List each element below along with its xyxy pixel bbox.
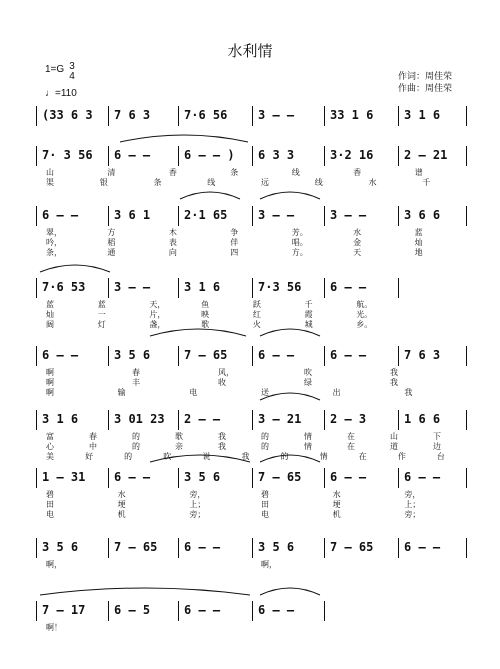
lyric-syllable: 的 [132, 442, 140, 451]
note-group: 7 – 65 [330, 540, 374, 554]
lyric-syllable: 我 [218, 432, 226, 441]
note-group: 3 6 1 [114, 208, 151, 222]
lyric-syllable: 田 [46, 500, 54, 509]
lyric-syllable: 我 [404, 388, 413, 397]
lyric-syllable: 表 [168, 238, 177, 247]
lyric-syllable: 啊 [46, 388, 54, 397]
lyric-syllable: 绿 [304, 378, 312, 387]
lyric-syllable: 啊， [261, 560, 277, 569]
lyric-syllable: 道 [390, 442, 398, 451]
lyric-syllable: 我 [390, 378, 398, 387]
lyric-syllable: 的 [280, 452, 289, 461]
lyric-syllable: 天， [149, 300, 166, 309]
lyric-syllable: 翠， [46, 228, 62, 237]
lyric-syllable: 吹 [163, 452, 172, 461]
note-group: 6 – 5 [114, 603, 151, 617]
lyric-syllable: 的 [132, 432, 140, 441]
lyric-syllable: 盏， [149, 320, 166, 329]
composer: 作曲：周佳荣 [398, 83, 453, 93]
lyric-syllable: 线 [207, 178, 216, 187]
lyric-syllable: 的 [261, 442, 269, 451]
time-bottom: 4 [69, 71, 75, 82]
note-group: 2 – 21 [404, 148, 448, 162]
lyric-syllable: 在 [347, 432, 355, 441]
lyric-syllable: 方。 [291, 248, 308, 257]
note-group: 3 1 6 [404, 108, 441, 122]
lyric-syllable: 地 [414, 248, 423, 257]
lyric-syllable: 谱 [414, 168, 423, 177]
lyric-syllable: 好 [85, 452, 94, 461]
lyric-syllable: 作 [397, 452, 406, 461]
slur [260, 329, 320, 336]
note-group: 6 – – [330, 348, 367, 362]
lyric-syllable: 电 [46, 510, 54, 519]
lyric-syllable: 千 [422, 178, 431, 187]
lyric-syllable: 山 [390, 432, 398, 441]
slur [260, 393, 320, 400]
note-group: 7 6 3 [404, 348, 441, 362]
lyric-syllable: 水 [368, 178, 377, 187]
tempo-value: =110 [55, 88, 77, 99]
quarter-note-icon: ♩ [45, 88, 55, 99]
lyric-syllable: 映 [201, 310, 210, 319]
lyric-syllable: 线 [291, 168, 300, 177]
lyric-syllable: 蓝 [97, 300, 106, 309]
key-label: 1=G [45, 64, 65, 75]
note-group: 7·6 56 [184, 108, 228, 122]
lyric-syllable: 片， [149, 310, 166, 319]
lyric-syllable: 碧 [46, 490, 54, 499]
note-group: 7 – 65 [114, 540, 158, 554]
lyric-syllable: 航。 [356, 300, 373, 309]
note-group: 3 – – [330, 208, 367, 222]
lyric-syllable: 情 [319, 452, 328, 461]
lyric-syllable: 心 [46, 442, 54, 451]
lyric-syllable: 吟， [46, 238, 62, 247]
lyric-syllable: 我 [241, 452, 250, 461]
note-group: 1 – 31 [42, 470, 86, 484]
lyric-syllable: 春 [89, 432, 97, 441]
lyric-syllable: 的 [124, 452, 133, 461]
lyric-syllable: 伴 [230, 238, 239, 247]
lyric-syllable: 乡。 [356, 320, 373, 329]
note-group: 7 – 65 [258, 470, 302, 484]
slur [150, 455, 250, 462]
lyric-syllable: 灿 [414, 238, 423, 247]
note-group: 6 – – [42, 348, 79, 362]
lyric-syllable: 水 [353, 228, 362, 237]
note-group: 6 – – [330, 280, 367, 294]
note-group: 3 6 6 [404, 208, 441, 222]
lyric-syllable: 蓝 [46, 300, 54, 309]
lyric-syllable: 在 [347, 442, 355, 451]
note-group: 3 – – [258, 208, 295, 222]
lyric-syllable: 亲 [175, 442, 183, 451]
note-group: 3 5 6 [114, 348, 151, 362]
lyric-syllable: 美 [46, 452, 54, 461]
note-group: 3 – 21 [258, 412, 302, 426]
lyric-syllable: 四 [230, 248, 239, 257]
lyric-syllable: 霞 [304, 310, 313, 319]
lyric-syllable: 旁， [404, 490, 421, 499]
slur [40, 265, 110, 272]
lyric-syllable: 的 [261, 432, 269, 441]
lyric-syllable: 条 [153, 178, 162, 187]
lyric-syllable: 台 [436, 452, 445, 461]
lyric-syllable: 埂 [332, 500, 341, 509]
note-group: 7 – 17 [42, 603, 86, 617]
lyric-syllable: 灿 [46, 310, 54, 319]
lyric-syllable: 机 [117, 510, 126, 519]
lyric-syllable: 旁； [189, 510, 206, 519]
note-group: 2 – 3 [330, 412, 367, 426]
lyric-syllable: 向 [168, 248, 177, 257]
note-group: 2 – – [184, 412, 221, 426]
note-group: 6 – – [114, 148, 151, 162]
note-group: 2·1 65 [184, 208, 228, 222]
time-top: 3 [69, 61, 75, 72]
slur [150, 329, 246, 336]
lyric-syllable: 水 [332, 490, 341, 499]
lyric-syllable: 吹 [304, 368, 312, 377]
lyric-syllable: 收 [218, 378, 226, 387]
lyric-syllable: 啊！ [46, 623, 62, 632]
lyric-syllable: 啊， [46, 560, 62, 569]
lyric-syllable: 稻 [107, 238, 116, 247]
note-group: 33 1 6 [330, 108, 374, 122]
lyric-syllable: 鱼 [201, 300, 210, 309]
lyric-syllable: 旁； [404, 510, 421, 519]
lyric-syllable: 蓝 [414, 228, 423, 237]
lyric-syllable: 一 [97, 310, 106, 319]
lyric-syllable: 光。 [356, 310, 373, 319]
lyric-syllable: 输 [117, 388, 126, 397]
lyric-syllable: 我 [390, 368, 398, 377]
lyric-syllable: 金 [353, 238, 362, 247]
lyric-syllable: 银 [99, 178, 108, 187]
lyric-syllable: 条 [230, 168, 239, 177]
note-group: 6 – – [404, 540, 441, 554]
lyric-syllable: 丰 [132, 378, 140, 387]
lyric-syllable: 唱。 [291, 238, 308, 247]
lyric-syllable: 埂 [117, 500, 126, 509]
lyric-syllable: 啊 [46, 368, 54, 377]
note-group: 6 – – [184, 603, 221, 617]
page-title: 水利情 [227, 43, 273, 60]
lyric-syllable: 富 [46, 432, 54, 441]
lyric-syllable: 香 [353, 168, 362, 177]
slur [180, 192, 240, 199]
lyric-syllable: 条， [46, 248, 62, 257]
lyric-syllable: 送 [261, 388, 269, 397]
lyric-syllable: 田 [261, 500, 269, 509]
lyric-syllable: 水 [117, 490, 126, 499]
lyric-syllable: 火 [252, 320, 261, 329]
lyric-syllable: 出 [332, 388, 341, 397]
note-group: 3 5 6 [42, 540, 79, 554]
note-group: 3 1 6 [184, 280, 221, 294]
lyric-syllable: 啊 [46, 378, 54, 387]
lyric-syllable: 跃 [252, 300, 261, 309]
note-group: 3 – – [258, 108, 295, 122]
lyric-syllable: 远 [261, 178, 269, 187]
lyric-syllable: 情 [304, 432, 312, 441]
note-group: 3 1 6 [42, 412, 79, 426]
note-group: (33 6 3 [42, 108, 93, 122]
lyric-syllable: 电 [189, 388, 198, 397]
lyric-syllable: 阔 [46, 320, 54, 329]
note-group: 6 – – ) [184, 148, 235, 162]
lyricist: 作词：周佳荣 [398, 71, 453, 81]
lyric-syllable: 清 [107, 168, 116, 177]
lyric-syllable: 我 [218, 442, 226, 451]
note-group: 6 – – [184, 540, 221, 554]
lyric-syllable: 上； [189, 500, 206, 509]
note-group: 6 – – [404, 470, 441, 484]
lyric-syllable: 风， [218, 368, 234, 377]
lyric-syllable: 说 [202, 452, 211, 461]
lyric-syllable: 香 [168, 168, 177, 177]
slur [260, 588, 320, 595]
note-group: 3·2 16 [330, 148, 374, 162]
lyric-syllable: 上； [404, 500, 421, 509]
lyric-syllable: 通 [107, 248, 116, 257]
lyric-syllable: 电 [261, 510, 269, 519]
slur [120, 135, 248, 142]
lyric-syllable: 方 [107, 228, 116, 237]
lyric-syllable: 在 [358, 452, 367, 461]
lyric-syllable: 下 [433, 432, 441, 441]
note-group: 6 – – [114, 470, 151, 484]
lyric-syllable: 春 [132, 368, 140, 377]
lyric-syllable: 歌 [175, 432, 183, 441]
note-group: 6 – – [258, 348, 295, 362]
lyric-syllable: 旁， [189, 490, 206, 499]
note-group: 7 – 65 [184, 348, 228, 362]
lyric-syllable: 情 [304, 442, 312, 451]
note-group: 7· 3 56 [42, 148, 93, 162]
note-group: 7·3 56 [258, 280, 302, 294]
note-group: 3 5 6 [184, 470, 221, 484]
lyric-syllable: 灯 [97, 320, 106, 329]
note-group: 3 01 23 [114, 412, 165, 426]
note-group: 6 – – [42, 208, 79, 222]
lyric-syllable: 红 [252, 310, 261, 319]
note-group: 3 – – [114, 280, 151, 294]
lyric-syllable: 芳。 [291, 228, 308, 237]
lyric-syllable: 木 [168, 228, 177, 237]
lyric-syllable: 渠 [46, 178, 54, 187]
lyric-syllable: 天 [353, 248, 362, 257]
lyric-syllable: 碧 [261, 490, 269, 499]
slur [40, 588, 250, 595]
lyric-syllable: 线 [314, 178, 323, 187]
note-group: 6 – – [330, 470, 367, 484]
slur [260, 455, 320, 462]
slur [260, 192, 320, 199]
note-group: 7·6 53 [42, 280, 86, 294]
note-group: 6 – – [258, 603, 295, 617]
lyric-syllable: 机 [332, 510, 341, 519]
note-group: 3 5 6 [258, 540, 295, 554]
lyric-syllable: 城 [304, 320, 313, 329]
lyric-syllable: 千 [304, 300, 313, 309]
lyric-syllable: 歌 [201, 320, 210, 329]
note-group: 6 3 3 [258, 148, 295, 162]
lyric-syllable: 边 [433, 442, 441, 451]
lyric-syllable: 争 [230, 228, 239, 237]
lyric-syllable: 中 [89, 442, 97, 451]
note-group: 1 6 6 [404, 412, 441, 426]
note-group: 7 6 3 [114, 108, 151, 122]
lyric-syllable: 山 [46, 168, 54, 177]
